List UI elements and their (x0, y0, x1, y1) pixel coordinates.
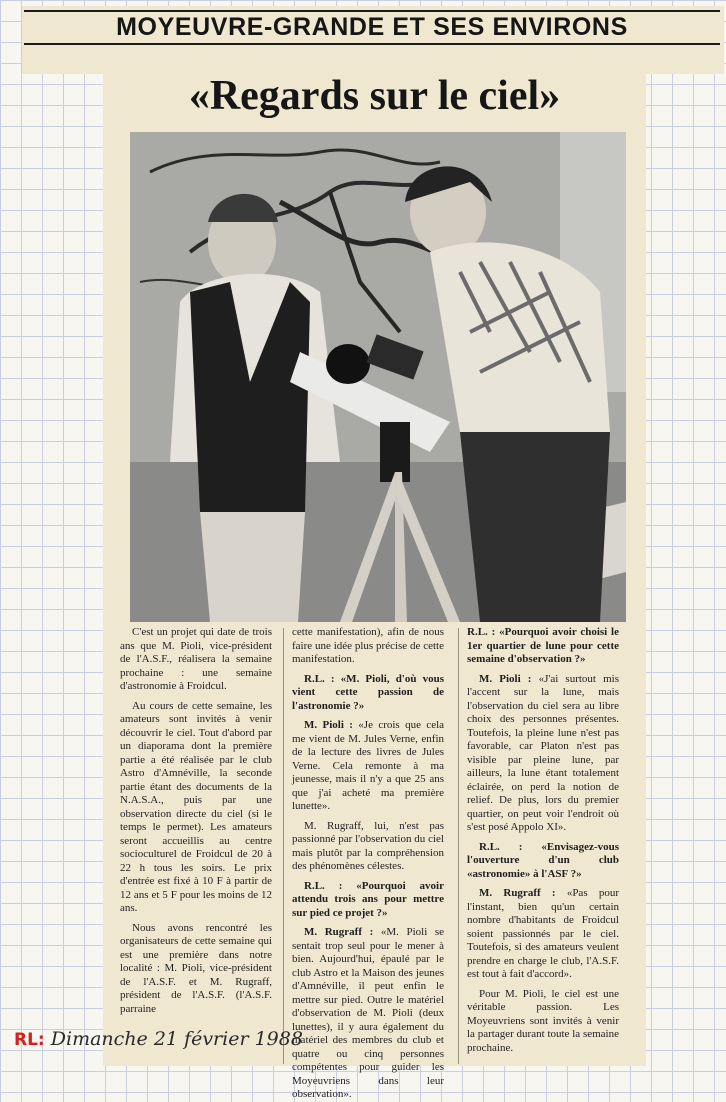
article-column-1 (120, 626, 272, 1066)
interview-answer (467, 673, 619, 835)
paragraph: Pour M. Pioli, le ciel est une véritable passion. Les Moyeuvriens sont invités à venir la partager durant toute la semaine prochaine. (467, 987, 619, 1054)
article-column-2 (292, 626, 445, 1100)
column-rule (283, 628, 284, 1064)
speaker-name: M. Rugraff : (479, 887, 556, 899)
speaker-name: M. Rugraff : (304, 926, 374, 938)
handwritten-annotation (14, 1022, 303, 1056)
interview-question: R.L. : «Envisagez-vous l'ouverture d'un club «astronomie» à l'ASF ?» (467, 840, 619, 880)
column-rule (458, 628, 459, 1064)
interview-question: R.L. : «Pourquoi avoir choisi le 1er quartier de lune pour cette semaine d'observation ?» (467, 626, 619, 665)
paragraph: Au cours de cette semaine, les amateurs sont invités à venir découvrir le ciel. Tout d'abord par un diaporama dont la première partie a été réalisée par le club Astro d'Amnéville, la seconde partie étant des documents de la N.A.S.A., puis par une observation directe du ciel (si le temps le permet). Les amateurs seront accueillis au centre socioculturel de Froidcul de 20 à 22 h tous les soirs. Le prix d'entrée est fixé à 10 F à partir de 12 ans et 5 F pour les moins de 12 ans. (120, 699, 272, 914)
article-headline: «Regards sur le ciel» (188, 73, 561, 119)
article-photo (130, 132, 626, 622)
answer-text: «J'ai surtout mis l'accent sur la lune, mais l'observation du ciel sera au libre choix des personnes présentes. Toutefois, la pleine lune n'est pas favorable, car Platon n'est pas visible par pleine lune, par ailleurs, la lune étant totalement éclairée, on perd la notion de relief. De plus, lors du premier quartier, on peut voir l'endroit où s'est posé Appolo XI». (467, 672, 620, 833)
interview-answer (292, 926, 444, 1102)
handwritten-date: Dimanche 21 février 1988 (50, 1028, 303, 1050)
telescope-photo-illustration (130, 132, 626, 622)
paragraph: M. Rugraff, lui, n'est pas passionné par l'observation du ciel mais plutôt par la compréhension des phénomènes célestes. (292, 819, 444, 872)
banner-rule-bottom (24, 43, 720, 45)
speaker-name: M. Pioli : (479, 672, 532, 685)
interview-question: R.L. : «Pourquoi avoir attendu trois ans pour mettre sur pied ce projet ?» (292, 879, 444, 919)
paragraph: cette manifestation), afin de nous faire une idée plus précise de cette manifestation. (292, 626, 444, 665)
interview-answer (292, 719, 444, 814)
section-title: MOYEUVRE-GRANDE ET SES ENVIRONS (116, 13, 628, 41)
article-column-3 (467, 626, 619, 1066)
paragraph: Nous avons rencontré les organisateurs de cette semaine qui est une première dans notre localité : M. Pioli, vice-président de l'A.S.F. et M. Rugraff, président de l'A.S.F. (l'A.S.F. parraine (120, 921, 272, 1015)
speaker-name: M. Pioli : (304, 719, 353, 731)
answer-text: «Pas pour l'instant, bien qu'un certain nombre d'habitants de Froidcul soient passionnés par le ciel. Toutefois, si des amateurs veulent prendre en charge le club, l'A.S.F. est tout à fait d'accord». (467, 887, 619, 980)
interview-question: R.L. : «M. Pioli, d'où vous vient cette passion de l'astronomie ?» (292, 672, 444, 712)
paragraph: C'est un projet qui date de trois ans que M. Pioli, vice-président de l'A.S.F., réalisera la semaine prochaine : une semaine d'astronomie à Froidcul. (120, 626, 272, 692)
answer-text: «Je crois que cela me vient de M. Jules Verne, enfin de la lecture des livres de Jules Verne. Cela remonte à ma jeunesse, mais il n'y a que 25 ans que j'ai acheté ma première lunette». (292, 719, 445, 812)
source-tag: RL: (14, 1030, 45, 1050)
interview-answer (467, 887, 619, 982)
answer-text: «M. Pioli se sentait trop seul pour le mener à bien. Aujourd'hui, épaulé par le club Astro et la Maison des jeunes d'Amnéville, il peut enfin le mettre sur pied. Outre le matériel d'observation de M. Pioli (deux lunettes), il y aura également du matériel des membres du club et quatre ou cinq personnes compétentes pour guider les Moyeuvriens dans leur observation». (292, 926, 444, 1100)
